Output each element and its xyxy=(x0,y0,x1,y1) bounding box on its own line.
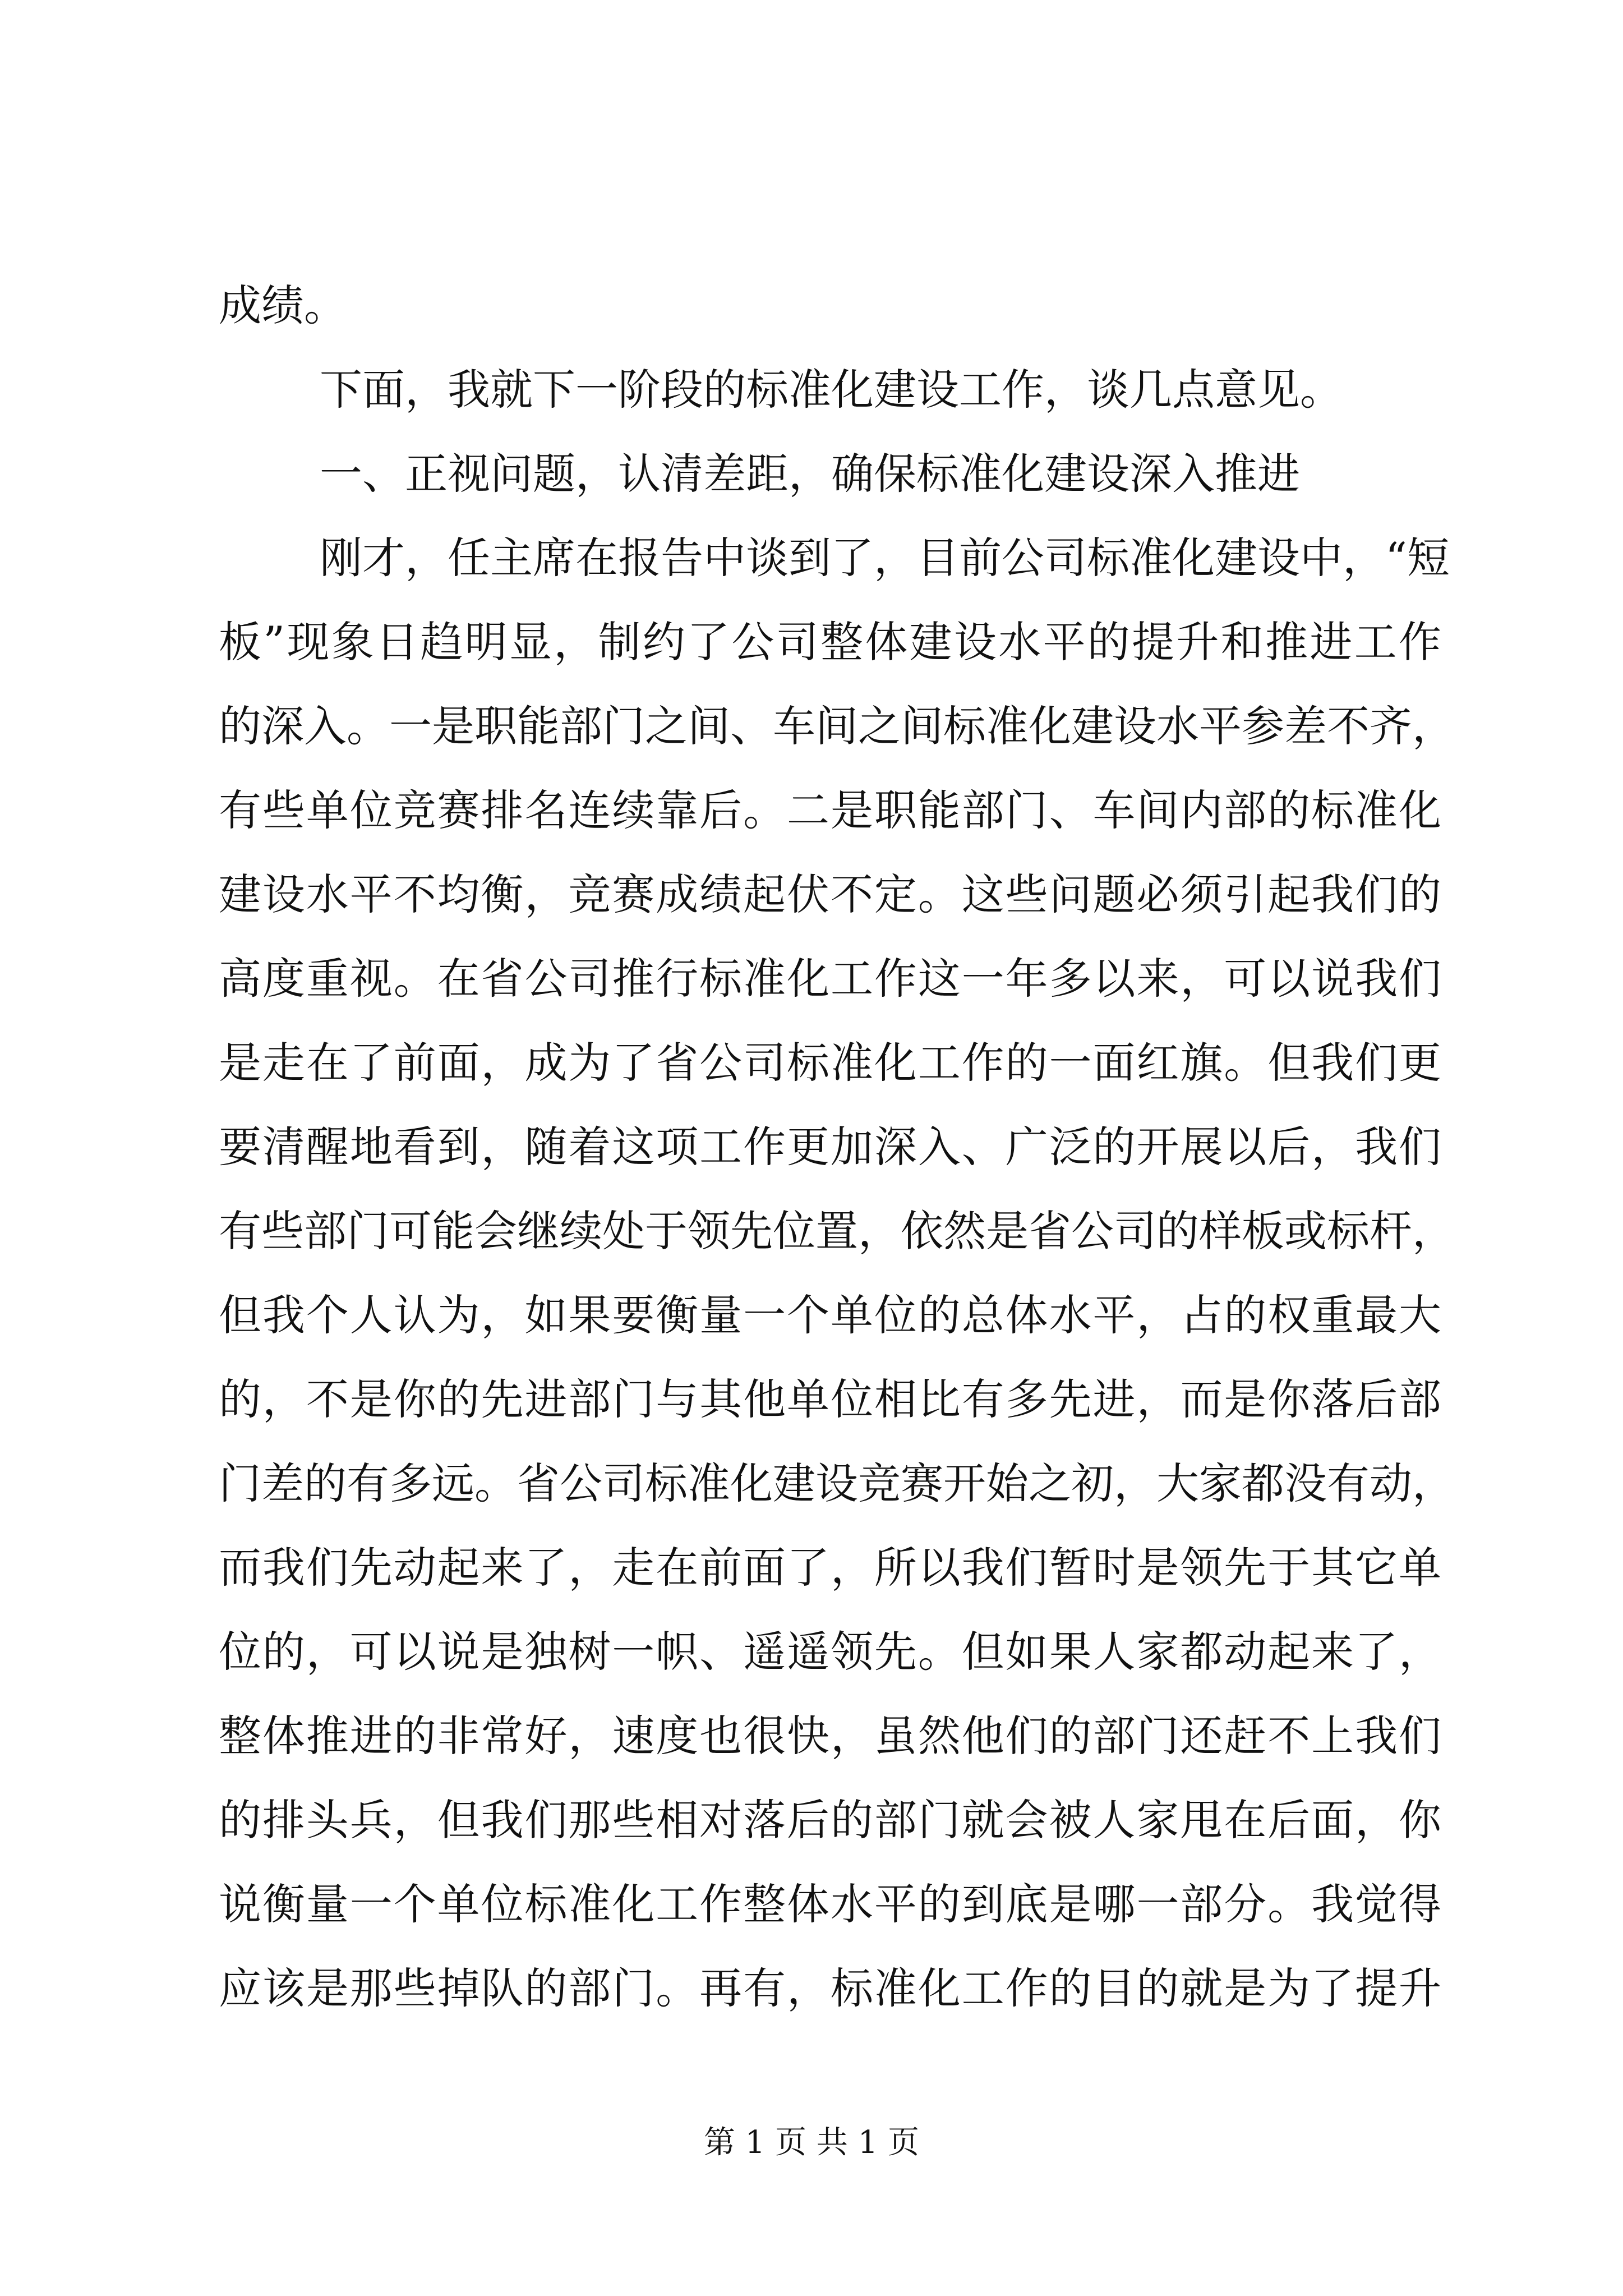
text-line-19: 的排头兵，但我们那些相对落后的部门就会被人家甩在后面，你 xyxy=(219,1795,1441,1845)
text-line-14: 的，不是你的先进部门与其他单位相比有多先进，而是你落后部 xyxy=(219,1374,1441,1424)
text-line-2: 下面，我就下一阶段的标准化建设工作，谈几点意见。 xyxy=(320,365,1343,415)
text-line-21: 应该是那些掉队的部门。再有，标准化工作的目的就是为了提升 xyxy=(219,1963,1441,2013)
text-line-13: 但我个人认为，如果要衡量一个单位的总体水平，占的权重最大 xyxy=(219,1290,1441,1340)
text-line-12: 有些部门可能会继续处于领先位置，依然是省公司的样板或标杆， xyxy=(219,1206,1455,1256)
text-line-20: 说衡量一个单位标准化工作整体水平的到底是哪一部分。我觉得 xyxy=(219,1879,1441,1929)
text-line-4: 刚才，任主席在报告中谈到了，目前公司标准化建设中，“短 xyxy=(320,533,1450,583)
text-line-11: 要清醒地看到，随着这项工作更加深入、广泛的开展以后，我们 xyxy=(219,1122,1441,1172)
section-heading: 一、正视问题，认清差距，确保标准化建设深入推进 xyxy=(320,449,1300,499)
text-line-18: 整体推进的非常好，速度也很快，虽然他们的部门还赶不上我们 xyxy=(219,1711,1441,1761)
text-line-7: 有些单位竞赛排名连续靠后。二是职能部门、车间内部的标准化 xyxy=(219,785,1441,835)
text-line-17: 位的，可以说是独树一帜、遥遥领先。但如果人家都动起来了， xyxy=(219,1627,1441,1677)
text-line-15: 门差的有多远。省公司标准化建设竞赛开始之初，大家都没有动， xyxy=(219,1458,1455,1508)
text-line-8: 建设水平不均衡，竞赛成绩起伏不定。这些问题必须引起我们的 xyxy=(219,869,1441,919)
text-line-1: 成绩。 xyxy=(219,280,347,330)
text-line-6: 的深入。一是职能部门之间、车间之间标准化建设水平参差不齐， xyxy=(219,701,1455,751)
text-line-9: 高度重视。在省公司推行标准化工作这一年多以来，可以说我们 xyxy=(219,954,1441,1004)
text-line-16: 而我们先动起来了，走在前面了，所以我们暂时是领先于其它单 xyxy=(219,1543,1441,1593)
text-line-10: 是走在了前面，成为了省公司标准化工作的一面红旗。但我们更 xyxy=(219,1038,1441,1088)
page-number-footer: 第 1 页 共 1 页 xyxy=(703,2124,920,2161)
text-line-5: 板”现象日趋明显，制约了公司整体建设水平的提升和推进工作 xyxy=(219,617,1441,667)
